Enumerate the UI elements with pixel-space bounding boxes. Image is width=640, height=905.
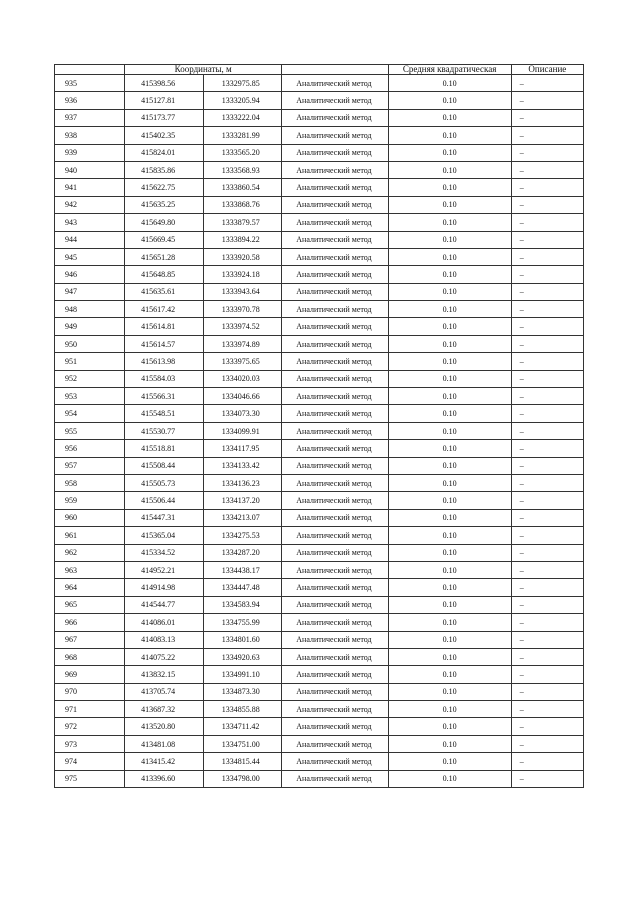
rms-error-cell: 0.10 (388, 196, 511, 213)
coord-x-cell: 414914.98 (125, 579, 204, 596)
method-cell: Аналитический метод (282, 457, 388, 474)
point-number-cell: 947 (55, 283, 125, 300)
table-body (55, 65, 584, 788)
method-cell: Аналитический метод (282, 666, 388, 683)
coord-y-cell: 1334099.91 (203, 422, 282, 439)
point-number-cell: 972 (55, 718, 125, 735)
table-row (55, 405, 584, 422)
table-row (55, 92, 584, 109)
table-row (55, 666, 584, 683)
method-cell: Аналитический метод (282, 370, 388, 387)
description-cell: – (511, 683, 583, 700)
coord-y-cell: 1334583.94 (203, 596, 282, 613)
description-cell: – (511, 753, 583, 770)
table-row (55, 75, 584, 92)
description-cell: – (511, 527, 583, 544)
coord-x-cell: 413415.42 (125, 753, 204, 770)
rms-error-cell: 0.10 (388, 214, 511, 231)
point-number-cell: 967 (55, 631, 125, 648)
rms-error-cell: 0.10 (388, 631, 511, 648)
table-row (55, 179, 584, 196)
description-cell: – (511, 335, 583, 352)
point-number-cell: 966 (55, 614, 125, 631)
coord-y-cell: 1333860.54 (203, 179, 282, 196)
description-cell: – (511, 179, 583, 196)
rms-error-cell: 0.10 (388, 353, 511, 370)
rms-error-cell: 0.10 (388, 144, 511, 161)
method-cell: Аналитический метод (282, 544, 388, 561)
coord-y-cell: 1334133.42 (203, 457, 282, 474)
table-row (55, 248, 584, 265)
coord-y-cell: 1334447.48 (203, 579, 282, 596)
coord-y-cell: 1334815.44 (203, 753, 282, 770)
table-row (55, 335, 584, 352)
table-row (55, 527, 584, 544)
description-cell: – (511, 457, 583, 474)
point-number-cell: 962 (55, 544, 125, 561)
method-cell: Аналитический метод (282, 596, 388, 613)
coord-x-cell: 414952.21 (125, 561, 204, 578)
coord-x-cell: 415614.81 (125, 318, 204, 335)
table-row (55, 579, 584, 596)
rms-error-cell: 0.10 (388, 161, 511, 178)
coord-x-cell: 415334.52 (125, 544, 204, 561)
coord-x-cell: 413520.80 (125, 718, 204, 735)
table-row (55, 701, 584, 718)
method-cell: Аналитический метод (282, 214, 388, 231)
rms-error-cell: 0.10 (388, 75, 511, 92)
method-cell: Аналитический метод (282, 231, 388, 248)
coord-x-cell: 413832.15 (125, 666, 204, 683)
rms-error-cell: 0.10 (388, 683, 511, 700)
method-cell: Аналитический метод (282, 388, 388, 405)
coord-y-cell: 1334751.00 (203, 735, 282, 752)
rms-error-cell: 0.10 (388, 388, 511, 405)
point-number-cell: 961 (55, 527, 125, 544)
point-number-cell: 948 (55, 301, 125, 318)
rms-error-cell: 0.10 (388, 248, 511, 265)
method-cell: Аналитический метод (282, 770, 388, 787)
method-cell: Аналитический метод (282, 75, 388, 92)
point-number-cell: 951 (55, 353, 125, 370)
coord-x-cell: 415173.77 (125, 109, 204, 126)
table-row (55, 161, 584, 178)
description-cell: – (511, 109, 583, 126)
coord-y-cell: 1333568.93 (203, 161, 282, 178)
method-cell: Аналитический метод (282, 440, 388, 457)
description-cell: – (511, 544, 583, 561)
rms-error-cell: 0.10 (388, 666, 511, 683)
description-cell: – (511, 422, 583, 439)
coord-x-cell: 415447.31 (125, 509, 204, 526)
table-row (55, 596, 584, 613)
method-cell: Аналитический метод (282, 196, 388, 213)
table-row (55, 614, 584, 631)
method-cell: Аналитический метод (282, 422, 388, 439)
point-number-cell: 943 (55, 214, 125, 231)
description-cell: – (511, 596, 583, 613)
point-number-cell: 953 (55, 388, 125, 405)
coord-y-cell: 1333281.99 (203, 127, 282, 144)
coord-x-cell: 415622.75 (125, 179, 204, 196)
table-row (55, 718, 584, 735)
point-number-cell: 942 (55, 196, 125, 213)
description-cell: – (511, 92, 583, 109)
coord-y-cell: 1334755.99 (203, 614, 282, 631)
coord-y-cell: 1334798.00 (203, 770, 282, 787)
method-cell: Аналитический метод (282, 248, 388, 265)
coord-y-cell: 1333975.65 (203, 353, 282, 370)
rms-error-cell: 0.10 (388, 527, 511, 544)
coord-y-cell: 1333943.64 (203, 283, 282, 300)
coord-y-cell: 1334920.63 (203, 648, 282, 665)
description-cell: – (511, 231, 583, 248)
method-cell: Аналитический метод (282, 631, 388, 648)
table-row (55, 683, 584, 700)
coord-y-cell: 1333894.22 (203, 231, 282, 248)
description-cell: – (511, 318, 583, 335)
method-cell: Аналитический метод (282, 753, 388, 770)
coord-y-cell: 1333974.89 (203, 335, 282, 352)
point-number-cell: 935 (55, 75, 125, 92)
header-cell-method (282, 65, 388, 75)
table-row (55, 196, 584, 213)
point-number-cell: 963 (55, 561, 125, 578)
point-number-cell: 936 (55, 92, 125, 109)
table-row (55, 283, 584, 300)
rms-error-cell: 0.10 (388, 92, 511, 109)
method-cell: Аналитический метод (282, 683, 388, 700)
coord-x-cell: 415584.03 (125, 370, 204, 387)
coord-x-cell: 415518.81 (125, 440, 204, 457)
method-cell: Аналитический метод (282, 701, 388, 718)
description-cell: – (511, 266, 583, 283)
description-cell: – (511, 648, 583, 665)
coord-x-cell: 415614.57 (125, 335, 204, 352)
point-number-cell: 954 (55, 405, 125, 422)
rms-error-cell: 0.10 (388, 440, 511, 457)
table-row (55, 474, 584, 491)
coord-x-cell: 415506.44 (125, 492, 204, 509)
description-cell: – (511, 614, 583, 631)
table-row (55, 492, 584, 509)
point-number-cell: 968 (55, 648, 125, 665)
method-cell: Аналитический метод (282, 405, 388, 422)
coord-x-cell: 415398.56 (125, 75, 204, 92)
point-number-cell: 938 (55, 127, 125, 144)
description-cell: – (511, 370, 583, 387)
coord-y-cell: 1332975.85 (203, 75, 282, 92)
point-number-cell: 975 (55, 770, 125, 787)
coord-x-cell: 413687.32 (125, 701, 204, 718)
coord-x-cell: 414086.01 (125, 614, 204, 631)
point-number-cell: 940 (55, 161, 125, 178)
table-row (55, 301, 584, 318)
rms-error-cell: 0.10 (388, 579, 511, 596)
coord-y-cell: 1334801.60 (203, 631, 282, 648)
description-cell: – (511, 196, 583, 213)
coord-x-cell: 413705.74 (125, 683, 204, 700)
point-number-cell: 949 (55, 318, 125, 335)
table-row (55, 353, 584, 370)
description-cell: – (511, 666, 583, 683)
description-cell: – (511, 144, 583, 161)
header-cell-number (55, 65, 125, 75)
rms-error-cell: 0.10 (388, 457, 511, 474)
coord-y-cell: 1334991.10 (203, 666, 282, 683)
description-cell: – (511, 770, 583, 787)
coord-x-cell: 415617.42 (125, 301, 204, 318)
method-cell: Аналитический метод (282, 509, 388, 526)
coord-y-cell: 1333868.76 (203, 196, 282, 213)
point-number-cell: 960 (55, 509, 125, 526)
rms-error-cell: 0.10 (388, 701, 511, 718)
coord-y-cell: 1334137.20 (203, 492, 282, 509)
coord-x-cell: 415613.98 (125, 353, 204, 370)
coord-y-cell: 1333879.57 (203, 214, 282, 231)
coord-x-cell: 413396.60 (125, 770, 204, 787)
description-cell: – (511, 127, 583, 144)
method-cell: Аналитический метод (282, 718, 388, 735)
coord-x-cell: 415649.80 (125, 214, 204, 231)
description-cell: – (511, 353, 583, 370)
description-cell: – (511, 492, 583, 509)
point-number-cell: 945 (55, 248, 125, 265)
header-error: Средняя квадратическая (388, 65, 511, 75)
rms-error-cell: 0.10 (388, 614, 511, 631)
rms-error-cell: 0.10 (388, 544, 511, 561)
table-row (55, 109, 584, 126)
method-cell: Аналитический метод (282, 318, 388, 335)
rms-error-cell: 0.10 (388, 753, 511, 770)
description-cell: – (511, 631, 583, 648)
point-number-cell: 959 (55, 492, 125, 509)
table-row (55, 370, 584, 387)
coord-y-cell: 1334213.07 (203, 509, 282, 526)
coord-x-cell: 415835.86 (125, 161, 204, 178)
description-cell: – (511, 579, 583, 596)
coord-y-cell: 1333974.52 (203, 318, 282, 335)
description-cell: – (511, 561, 583, 578)
point-number-cell: 944 (55, 231, 125, 248)
table-row (55, 648, 584, 665)
coord-y-cell: 1334438.17 (203, 561, 282, 578)
coord-x-cell: 415530.77 (125, 422, 204, 439)
rms-error-cell: 0.10 (388, 318, 511, 335)
coord-y-cell: 1334287.20 (203, 544, 282, 561)
table-row (55, 422, 584, 439)
rms-error-cell: 0.10 (388, 370, 511, 387)
method-cell: Аналитический метод (282, 614, 388, 631)
point-number-cell: 937 (55, 109, 125, 126)
method-cell: Аналитический метод (282, 527, 388, 544)
method-cell: Аналитический метод (282, 353, 388, 370)
description-cell: – (511, 214, 583, 231)
coord-x-cell: 413481.08 (125, 735, 204, 752)
coord-y-cell: 1334711.42 (203, 718, 282, 735)
rms-error-cell: 0.10 (388, 335, 511, 352)
rms-error-cell: 0.10 (388, 509, 511, 526)
method-cell: Аналитический метод (282, 648, 388, 665)
rms-error-cell: 0.10 (388, 283, 511, 300)
rms-error-cell: 0.10 (388, 474, 511, 491)
description-cell: – (511, 75, 583, 92)
description-cell: – (511, 301, 583, 318)
rms-error-cell: 0.10 (388, 561, 511, 578)
method-cell: Аналитический метод (282, 266, 388, 283)
description-cell: – (511, 283, 583, 300)
method-cell: Аналитический метод (282, 161, 388, 178)
table-row (55, 753, 584, 770)
coord-y-cell: 1334117.95 (203, 440, 282, 457)
coord-x-cell: 414083.13 (125, 631, 204, 648)
table-row (55, 266, 584, 283)
method-cell: Аналитический метод (282, 127, 388, 144)
table-row (55, 231, 584, 248)
table-header-row (55, 65, 584, 75)
rms-error-cell: 0.10 (388, 492, 511, 509)
point-number-cell: 970 (55, 683, 125, 700)
point-number-cell: 939 (55, 144, 125, 161)
coord-x-cell: 414544.77 (125, 596, 204, 613)
coord-x-cell: 414075.22 (125, 648, 204, 665)
description-cell: – (511, 509, 583, 526)
method-cell: Аналитический метод (282, 579, 388, 596)
method-cell: Аналитический метод (282, 109, 388, 126)
coord-y-cell: 1333565.20 (203, 144, 282, 161)
description-cell: – (511, 405, 583, 422)
coord-x-cell: 415824.01 (125, 144, 204, 161)
rms-error-cell: 0.10 (388, 405, 511, 422)
method-cell: Аналитический метод (282, 735, 388, 752)
coord-x-cell: 415635.25 (125, 196, 204, 213)
coord-y-cell: 1333924.18 (203, 266, 282, 283)
rms-error-cell: 0.10 (388, 422, 511, 439)
table-row (55, 457, 584, 474)
point-number-cell: 965 (55, 596, 125, 613)
coord-x-cell: 415365.04 (125, 527, 204, 544)
point-number-cell: 974 (55, 753, 125, 770)
description-cell: – (511, 701, 583, 718)
table-row (55, 509, 584, 526)
coord-y-cell: 1334046.66 (203, 388, 282, 405)
point-number-cell: 941 (55, 179, 125, 196)
rms-error-cell: 0.10 (388, 735, 511, 752)
coord-x-cell: 415648.85 (125, 266, 204, 283)
description-cell: – (511, 388, 583, 405)
rms-error-cell: 0.10 (388, 718, 511, 735)
method-cell: Аналитический метод (282, 92, 388, 109)
point-number-cell: 956 (55, 440, 125, 457)
point-number-cell: 950 (55, 335, 125, 352)
rms-error-cell: 0.10 (388, 770, 511, 787)
description-cell: – (511, 440, 583, 457)
coord-y-cell: 1333205.94 (203, 92, 282, 109)
method-cell: Аналитический метод (282, 144, 388, 161)
point-number-cell: 964 (55, 579, 125, 596)
method-cell: Аналитический метод (282, 301, 388, 318)
table-row (55, 318, 584, 335)
point-number-cell: 958 (55, 474, 125, 491)
coord-y-cell: 1334855.88 (203, 701, 282, 718)
table-row (55, 388, 584, 405)
point-number-cell: 969 (55, 666, 125, 683)
table-row (55, 214, 584, 231)
table-row (55, 440, 584, 457)
point-number-cell: 952 (55, 370, 125, 387)
coord-x-cell: 415402.35 (125, 127, 204, 144)
coord-y-cell: 1333970.78 (203, 301, 282, 318)
header-coordinates: Координаты, м (125, 65, 282, 75)
coord-y-cell: 1334020.03 (203, 370, 282, 387)
coord-x-cell: 415635.61 (125, 283, 204, 300)
coord-y-cell: 1334136.23 (203, 474, 282, 491)
rms-error-cell: 0.10 (388, 266, 511, 283)
coord-y-cell: 1333222.04 (203, 109, 282, 126)
description-cell: – (511, 735, 583, 752)
coord-x-cell: 415651.28 (125, 248, 204, 265)
coord-x-cell: 415548.51 (125, 405, 204, 422)
coord-y-cell: 1334275.53 (203, 527, 282, 544)
method-cell: Аналитический метод (282, 492, 388, 509)
point-number-cell: 955 (55, 422, 125, 439)
coord-y-cell: 1334073.30 (203, 405, 282, 422)
rms-error-cell: 0.10 (388, 231, 511, 248)
rms-error-cell: 0.10 (388, 109, 511, 126)
rms-error-cell: 0.10 (388, 596, 511, 613)
rms-error-cell: 0.10 (388, 301, 511, 318)
method-cell: Аналитический метод (282, 561, 388, 578)
table-row (55, 144, 584, 161)
method-cell: Аналитический метод (282, 179, 388, 196)
coord-y-cell: 1333920.58 (203, 248, 282, 265)
description-cell: – (511, 474, 583, 491)
point-number-cell: 957 (55, 457, 125, 474)
coordinates-table (54, 64, 584, 788)
coord-x-cell: 415505.73 (125, 474, 204, 491)
point-number-cell: 973 (55, 735, 125, 752)
description-cell: – (511, 161, 583, 178)
method-cell: Аналитический метод (282, 283, 388, 300)
table-row (55, 735, 584, 752)
header-description: Описание (511, 65, 583, 75)
coord-y-cell: 1334873.30 (203, 683, 282, 700)
rms-error-cell: 0.10 (388, 127, 511, 144)
coord-x-cell: 415669.45 (125, 231, 204, 248)
coord-x-cell: 415127.81 (125, 92, 204, 109)
method-cell: Аналитический метод (282, 335, 388, 352)
rms-error-cell: 0.10 (388, 179, 511, 196)
table-row (55, 770, 584, 787)
table-row (55, 631, 584, 648)
table-row (55, 544, 584, 561)
description-cell: – (511, 248, 583, 265)
description-cell: – (511, 718, 583, 735)
table-row (55, 561, 584, 578)
method-cell: Аналитический метод (282, 474, 388, 491)
coord-x-cell: 415508.44 (125, 457, 204, 474)
point-number-cell: 971 (55, 701, 125, 718)
table-row (55, 127, 584, 144)
point-number-cell: 946 (55, 266, 125, 283)
coord-x-cell: 415566.31 (125, 388, 204, 405)
rms-error-cell: 0.10 (388, 648, 511, 665)
